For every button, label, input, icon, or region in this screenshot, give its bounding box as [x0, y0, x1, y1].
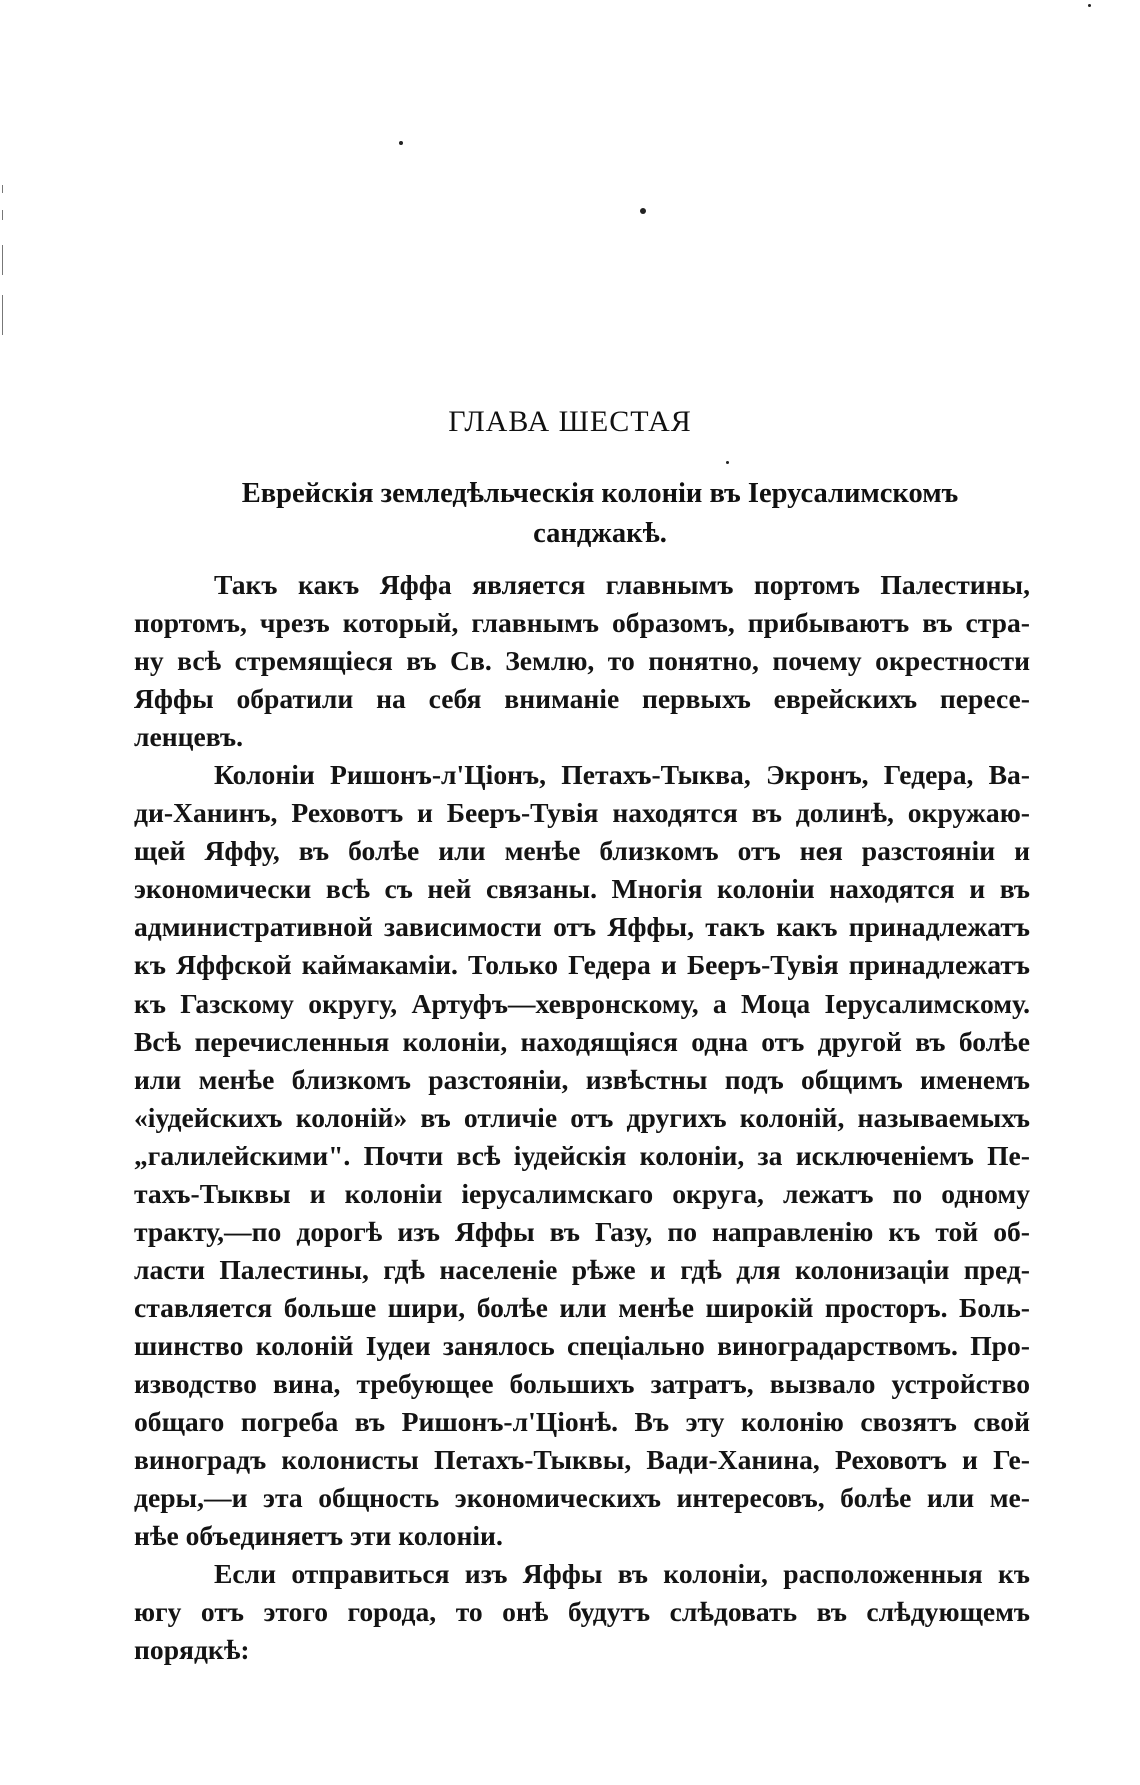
text-line: нѣе объединяетъ эти колоніи. [134, 1520, 503, 1552]
text-line: Колоніи Ришонъ-л'Ціонъ, Петахъ-Тыква, Экронъ, Гедера, Ва- [214, 759, 1030, 791]
text-line: шинство колоній Іудеи занялось спеціально виноградарствомъ. Про- [134, 1329, 1030, 1361]
text-line: ставляется больше шири, болѣе или менѣе широкій просторъ. Боль- [134, 1291, 1030, 1323]
text-line: общаго погреба въ Ришонъ-л'Ціонѣ. Въ эту колонію свозятъ свой [134, 1406, 1030, 1438]
text-line: Всѣ перечисленныя колоніи, находящіяся одна отъ другой въ болѣе [134, 1025, 1030, 1057]
chapter-subtitle-line: Еврейскія земледѣльческія колоніи въ Іерусалимскомъ [241, 478, 959, 509]
chapter-heading: ГЛАВА ШЕСТАЯ [448, 405, 692, 438]
text-line: экономически всѣ съ ней связаны. Многія колоніи находятся и въ [134, 873, 1030, 905]
scan-speck [726, 461, 729, 464]
text-line: Яффы обратили на себя вниманіе первыхъ еврейскихъ пересе- [134, 683, 1030, 715]
scan-speck [1088, 4, 1091, 7]
text-line: ну всѣ стремящіеся въ Св. Землю, то понятно, почему окрестности [134, 645, 1030, 677]
text-line: Если отправиться изъ Яффы въ колоніи, расположенныя къ [214, 1558, 1030, 1590]
text-line: ди-Ханинъ, Реховотъ и Бееръ-Тувія находятся въ долинѣ, окружаю- [134, 797, 1030, 829]
chapter-subtitle [170, 474, 1030, 554]
text-line: порядкѣ: [134, 1634, 250, 1666]
text-line: къ Яффской каймакаміи. Только Гедера и Бееръ-Тувія принадлежатъ [134, 949, 1030, 981]
text-line: щей Яффу, въ болѣе или менѣе близкомъ отъ нея разстояніи и [134, 835, 1030, 867]
text-line: виноградъ колонисты Петахъ-Тыквы, Вади-Ханина, Реховотъ и Ге- [134, 1444, 1030, 1476]
text-line: тракту,—по дорогѣ изъ Яффы въ Газу, по направленію къ той об- [134, 1215, 1030, 1247]
text-line: или менѣе близкомъ разстояніи, извѣстны подъ общимъ именемъ [134, 1063, 1030, 1095]
text-line: ласти Палестины, гдѣ населеніе рѣже и гдѣ для колонизаціи пред- [134, 1253, 1030, 1285]
text-line: изводство вина, требующее большихъ затратъ, вызвало устройство [134, 1367, 1030, 1399]
text-line: „галилейскими". Почти всѣ іудейскія колоніи, за исключеніемъ Пе- [134, 1139, 1030, 1171]
text-line: административной зависимости отъ Яффы, такъ какъ принадлежатъ [134, 911, 1030, 943]
text-line: портомъ, чрезъ который, главнымъ образомъ, прибываютъ въ стра- [134, 607, 1030, 639]
scan-speck [640, 208, 646, 214]
body-text [134, 566, 1030, 1669]
text-line: тахъ-Тыквы и колоніи іерусалимскаго округа, лежатъ по одному [134, 1177, 1030, 1209]
text-line: Такъ какъ Яффа является главнымъ портомъ Палестины, [214, 569, 1030, 600]
scan-edge-marks [2, 185, 5, 335]
text-line: деры,—и эта общность экономическихъ интересовъ, болѣе или ме- [134, 1482, 1030, 1514]
text-line: «іудейскихъ колоній» въ отличіе отъ другихъ колоній, называемыхъ [134, 1101, 1030, 1133]
text-line: къ Газскому округу, Артуфъ—хевронскому, а Моца Іерусалимскому. [134, 987, 1030, 1019]
scan-speck [399, 141, 403, 145]
text-line: ленцевъ. [134, 721, 243, 753]
text-line: югу отъ этого города, то онѣ будутъ слѣдовать въ слѣдующемъ [134, 1596, 1030, 1628]
chapter-subtitle-line: санджакѣ. [533, 518, 667, 549]
